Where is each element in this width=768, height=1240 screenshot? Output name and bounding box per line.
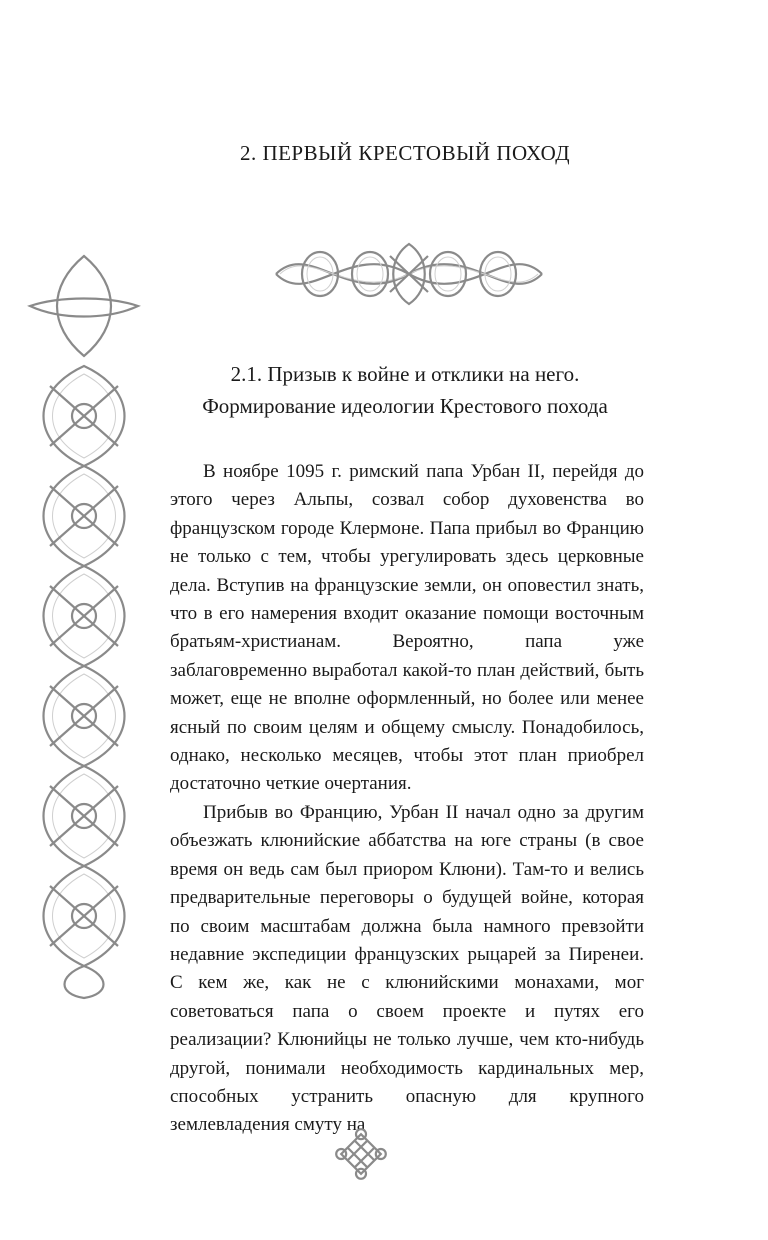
celtic-knot-band-icon — [270, 236, 548, 312]
body-text — [170, 458, 644, 1140]
paragraph: Прибыв во Францию, Урбан II начал одно за другим объезжать клюнийские аббатства на юге страны (в свое время он ведь сам был приором Клюни). Там-то и велись предварительные переговоры о будущей войне, которая по своим масштабам должна была намного превзойти недавние экспедиции французских рыцарей за Пиренеи. С кем же, как не с клюнийскими монахами, мог советоваться папа о своем проекте и путях его реализации? Клюнийцы не только лучше, чем кто-нибудь другой, понимали необходимость кардинальных мер, способных устранить опасную для крупного землевладения смуту на — [170, 801, 644, 1136]
paragraph: В ноябре 1095 г. римский папа Урбан II, перейдя до этого через Альпы, созвал собор духовенства во французском городе Клермоне. Папа прибыл во Францию не только с тем, чтобы урегулировать здесь церковные дела. Вступив на французские земли, он оповестил знать, что в его намерения входит оказание помощи восточным братьям-христианам. Вероятно, папа уже заблаговременно выработал какой-то план действий, быть может, еще не вполне оформленный, но более или менее ясный по своим целям и общему смыслу. Понадобилось, однако, несколько месяцев, чтобы этот план приобрел достаточно четкие очертания. — [170, 461, 644, 795]
section-title-line-2: Формирование идеологии Крестового похода — [202, 394, 608, 418]
section-title-line-1: 2.1. Призыв к войне и отклики на него. — [230, 362, 580, 386]
chapter-title: 2. ПЕРВЫЙ КРЕСТОВЫЙ ПОХОД — [239, 141, 571, 165]
celtic-knot-border-icon — [20, 246, 148, 1000]
section-title — [160, 358, 650, 422]
endless-knot-icon — [333, 1126, 389, 1182]
